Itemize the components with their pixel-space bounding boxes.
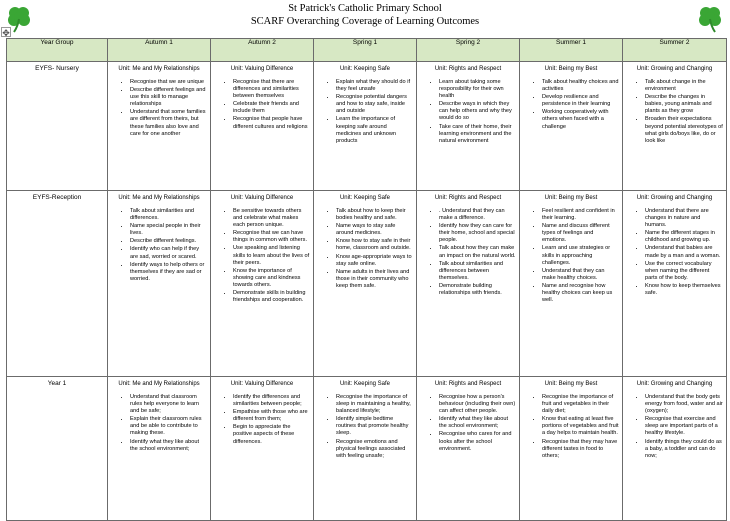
outcome-item: • Describe different feelings. [130,238,207,245]
outcome-item: • Recognise that there are differences and similarities between themselves [233,79,310,100]
outcome-list [211,79,313,131]
table-cell [623,377,727,521]
header-row [7,39,727,62]
outcome-item: • Recognise emotions and physical feelings associated with feeling unsafe; [336,439,413,460]
year-group-label: EYFS- Nursery [7,62,108,191]
table-row [7,62,727,191]
outcome-item: • Understand that some families are different from theirs, but these families also love and care for one another [130,109,207,137]
outcome-list [520,208,622,304]
table-row [7,377,727,521]
school-name: St Patrick's Catholic Primary School [288,3,442,14]
outcome-item: • Understand that classroom rules help everyone to learn and be safe; [130,394,207,415]
outcome-item: • Describe the changes in babies, young animals and plants as they grow [645,94,723,115]
outcome-item: • Demonstrate skills in building friendships and cooperation. [233,290,310,304]
outcome-item: • Recognise that we are unique [130,79,207,86]
table-cell [417,191,520,377]
unit-title: Unit: Growing and Changing [636,195,713,201]
outcome-list [417,79,519,145]
table-row [7,191,727,377]
column-header: Autumn 1 [108,39,211,62]
unit-title: Unit: Me and My Relationships [118,66,200,72]
unit-title: Unit: Growing and Changing [636,66,713,72]
outcome-item: • Talk about how to keep their bodies healthy and safe. [336,208,413,222]
outcome-item: • Begin to appreciate the positive aspects of these differences. [233,424,310,445]
outcome-item: • Recognise who cares for and looks after the school environment. [439,431,516,452]
outcome-item: • Feel resilient and confident in their learning. [542,208,619,222]
outcome-item: • Name the different stages in childhood and growing up. [645,230,723,244]
outcome-item: • Understand that babies are made by a man and a woman. [645,245,723,259]
outcome-item: • Talk about healthy choices and activities [542,79,619,93]
outcome-item: • Recognise that people have different cultures and religions [233,116,310,130]
outcome-item: • Know how to stay safe in their home, classroom and outside. [336,238,413,252]
unit-title: Unit: Valuing Difference [230,381,294,387]
outcome-item: • Know the importance of showing care and kindness towards others. [233,268,310,289]
outcome-item: • Identify ways to help others or themselves if they are sad or worried. [130,262,207,283]
table-cell [520,62,623,191]
unit-title: Unit: Rights and Respect [434,381,502,387]
outcome-item: • Describe ways in which they can help others and why they would do so [439,101,516,122]
outcome-list [108,394,210,453]
unit-title: Unit: Growing and Changing [636,381,713,387]
outcome-item: • Broaden their expectations beyond potential stereotypes of what girls do/boys like, do or look like [645,116,723,144]
outcome-list [314,208,416,290]
table-cell [108,377,211,521]
table-cell [314,191,417,377]
outcome-item: • Explain what they should do if they feel unsafe [336,79,413,93]
table-cell [520,377,623,521]
outcome-item: • Understand that they can make healthy choices. [542,268,619,282]
outcome-item: • Know that eating at least five portions of vegetables and fruit a day helps to maintain health. [542,416,619,437]
outcome-item: • Talk about how they can make an impact on the natural world. [439,245,516,259]
outcome-item: • Be sensitive towards others and celebrate what makes each person unique. [233,208,310,229]
outcome-list [314,394,416,460]
outcome-list [623,79,726,145]
unit-title: Unit: Keeping Safe [339,381,391,387]
unit-title: Unit: Rights and Respect [434,66,502,72]
outcome-list [623,208,726,297]
table-cell [211,62,314,191]
table-cell [623,62,727,191]
outcome-item: • Name adults in their lives and those in their community who keep them safe. [336,269,413,290]
table-cell [417,62,520,191]
outcome-item: • Recognise potential dangers and how to stay safe, inside and outside [336,94,413,115]
document-header [0,2,730,28]
outcome-list [417,394,519,453]
unit-title: Unit: Being my Best [544,66,598,72]
outcome-item: • Recognise the importance of sleep in maintaining a healthy, balanced lifestyle; [336,394,413,415]
table-cell [108,62,211,191]
outcome-item: • Develop resilience and persistence in their learning [542,94,619,108]
unit-title: Unit: Being my Best [544,381,598,387]
outcome-item: • Talk about similarities and differences between themselves. [439,261,516,282]
outcome-item: • Learn about taking some responsibility for their own health [439,79,516,100]
column-header: Year Group [7,39,108,62]
unit-title: Unit: Me and My Relationships [118,195,200,201]
outcome-item: • Take care of their home, their learning environment and the natural environment [439,124,516,145]
column-header: Summer 2 [623,39,727,62]
document-subtitle: SCARF Overarching Coverage of Learning Outcomes [250,16,480,27]
table-cell [108,191,211,377]
outcome-item: • Name and discuss different types of feelings and emotions. [542,223,619,244]
outcome-item: • Celebrate their friends and include them [233,101,310,115]
outcome-item: • Learn and use strategies or skills in approaching challenges. [542,245,619,266]
table-cell [211,191,314,377]
outcome-list [623,394,726,460]
year-group-label: EYFS-Reception [7,191,108,377]
outcome-item: • Understand that the body gets energy from food, water and air (oxygen); [645,394,723,415]
outcome-item: • Talk about change in the environment [645,79,723,93]
unit-title: Unit: Rights and Respect [434,195,502,201]
column-header: Summer 1 [520,39,623,62]
unit-title: Unit: Me and My Relationships [118,381,200,387]
outcome-list [108,79,210,138]
outcome-item: • Identify what they like about the school environment; [439,416,516,430]
unit-title: Unit: Keeping Safe [339,195,391,201]
column-header: Spring 2 [417,39,520,62]
outcome-item: • Learn the importance of keeping safe around medicines and unknown products [336,116,413,144]
outcome-list [520,79,622,131]
move-handle-icon[interactable]: ✥ [2,28,10,38]
outcome-item: • Know how to keep themselves safe. [645,283,723,297]
outcome-item: • Identify who can help if they are sad, worried or scared. [130,246,207,260]
outcome-list [108,208,210,283]
outcome-list [211,208,313,304]
unit-title: Unit: Valuing Difference [230,66,294,72]
outcome-item: • Name special people in their lives. [130,223,207,237]
outcome-list [520,394,622,460]
outcome-item: • Explain their classroom rules and be able to contribute to making these. [130,416,207,437]
unit-title: Unit: Being my Best [544,195,598,201]
table-cell [520,191,623,377]
outcome-item: • Use speaking and listening skills to learn about the lives of their peers. [233,245,310,266]
column-header: Spring 1 [314,39,417,62]
year-group-label: Year 1 [7,377,108,521]
table-cell [211,377,314,521]
outcome-item: • Name ways to stay safe around medicines. [336,223,413,237]
table-cell [314,377,417,521]
outcome-item: • Recognise how a person's behaviour (including their own) can affect other people. [439,394,516,415]
outcome-item: • Working cooperatively with others when faced with a challenge [542,109,619,130]
outcome-item: • Understand that there are changes in nature and humans. [645,208,723,229]
outcome-item: • Recognise that exercise and sleep are important parts of a healthy lifestyle. [645,416,723,437]
outcome-item: • Identify things they could do as a baby, a toddler and can do now; [645,439,723,460]
outcome-item: • Describe different feelings and use this skill to manage relationships [130,87,207,108]
unit-title: Unit: Keeping Safe [339,66,391,72]
outcome-item: • Identify the differences and similarities between people; [233,394,310,408]
outcome-list [211,394,313,446]
column-header: Autumn 2 [211,39,314,62]
outcome-item: • Name and recognise how healthy choices can keep us well. [542,283,619,304]
outcome-item: • Talk about similarities and differences. [130,208,207,222]
unit-title: Unit: Valuing Difference [230,195,294,201]
outcome-item: • Empathise with those who are different from them; [233,409,310,423]
outcome-item: • Recognise the importance of fruit and vegetables in their daily diet; [542,394,619,415]
outcome-item: • Identify what they like about the school environment; [130,439,207,453]
outcome-list [417,208,519,297]
outcome-item: • . Understand that they can make a difference. [439,208,516,222]
outcome-list [314,79,416,145]
outcome-item: • Identify how they can care for their home, school and special people. [439,223,516,244]
table-cell [417,377,520,521]
outcome-item: • Recognise that we can have things in common with others. [233,230,310,244]
outcome-item: • Identify simple bedtime routines that promote healthy sleep. [336,416,413,437]
outcome-item: • Know age-appropriate ways to stay safe online. [336,254,413,268]
outcome-item: • Recognise that they may have different tastes in food to others; [542,439,619,460]
table-cell [314,62,417,191]
table-cell [623,191,727,377]
outcome-item: • Use the correct vocabulary when naming the different parts of the body. [645,261,723,282]
outcome-item: • Demonstrate building relationships with friends. [439,283,516,297]
curriculum-table [6,38,727,521]
